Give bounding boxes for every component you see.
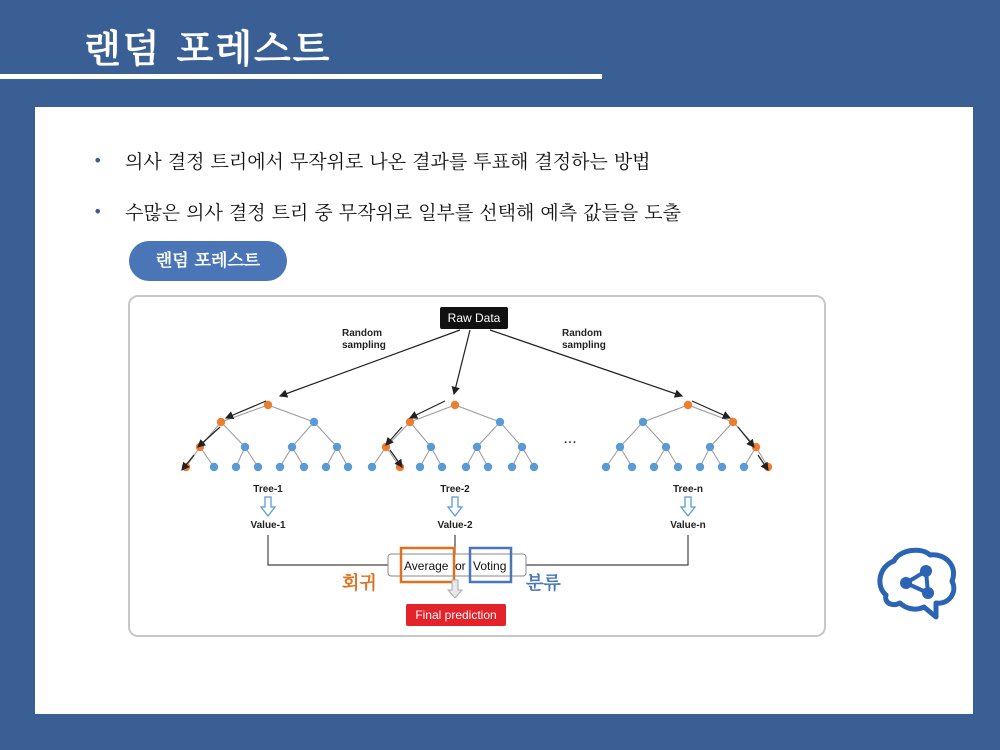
tree-down-arrow-icon bbox=[681, 497, 695, 516]
tree-value-label: Value-1 bbox=[250, 520, 286, 531]
or-label: or bbox=[455, 559, 466, 573]
path-arrow bbox=[226, 401, 266, 418]
tree-node bbox=[344, 463, 352, 471]
tree-node bbox=[628, 463, 636, 471]
tree-node bbox=[254, 463, 262, 471]
tree-node bbox=[427, 443, 435, 451]
tree-value-label: Value-2 bbox=[437, 520, 473, 531]
average-label: Average bbox=[404, 559, 449, 573]
tree-down-arrow-icon bbox=[261, 497, 275, 516]
tree-edge bbox=[688, 405, 733, 422]
brain-network-logo-icon bbox=[866, 537, 966, 637]
raw-data-label: Raw Data bbox=[447, 311, 501, 325]
sampling-label-right: Random bbox=[562, 328, 602, 339]
tree-node bbox=[368, 463, 376, 471]
random-forest-pill: 랜덤 포레스트 bbox=[129, 241, 287, 281]
tree-node-selected bbox=[264, 401, 272, 409]
path-arrow bbox=[198, 427, 220, 447]
sampling-label-left: sampling bbox=[342, 340, 386, 351]
tree-node bbox=[530, 463, 538, 471]
random-forest-diagram bbox=[128, 295, 826, 637]
tree-node bbox=[438, 463, 446, 471]
tree-node-selected bbox=[196, 443, 204, 451]
tree-node bbox=[662, 443, 670, 451]
content-panel bbox=[35, 107, 973, 714]
tree-node bbox=[210, 463, 218, 471]
tree-name-label: Tree-1 bbox=[253, 484, 283, 495]
tree-node bbox=[496, 418, 504, 426]
path-arrow bbox=[390, 450, 402, 467]
tree-edge bbox=[221, 422, 245, 447]
tree-node-selected bbox=[684, 401, 692, 409]
tree-node bbox=[462, 463, 470, 471]
aggregate-connector bbox=[268, 535, 388, 565]
path-arrow bbox=[738, 427, 754, 447]
bullet-text: 의사 결정 트리에서 무작위로 나온 결과를 투표해 결정하는 방법 bbox=[125, 151, 651, 173]
tree-edge bbox=[200, 422, 221, 447]
tree-node bbox=[484, 463, 492, 471]
slide-title: 랜덤 포레스트 bbox=[84, 27, 332, 71]
aggregate-connector bbox=[526, 535, 688, 565]
tree-node bbox=[276, 463, 284, 471]
tree-edge bbox=[314, 422, 337, 447]
tree-name-label: Tree-2 bbox=[440, 484, 470, 495]
path-arrow bbox=[386, 427, 402, 445]
bullet-text: 수많은 의사 결정 트리 중 무작위로 일부를 선택해 예측 값들을 도출 bbox=[125, 202, 681, 224]
tree-edge bbox=[455, 405, 500, 422]
final-prediction-label: Final prediction bbox=[415, 608, 497, 622]
tree-node bbox=[674, 463, 682, 471]
tree-node bbox=[416, 463, 424, 471]
path-arrow bbox=[692, 401, 730, 418]
tree-node-selected bbox=[451, 401, 459, 409]
more-trees-ellipsis: ... bbox=[563, 430, 577, 447]
title-underline bbox=[0, 74, 602, 79]
tree-edge bbox=[410, 422, 431, 447]
tree-edge bbox=[221, 405, 268, 422]
tree-value-label: Value-n bbox=[670, 520, 706, 531]
sampling-label-left: Random bbox=[342, 328, 382, 339]
tree-edge bbox=[477, 422, 500, 447]
tree-node bbox=[288, 443, 296, 451]
tree-node bbox=[518, 443, 526, 451]
path-arrow bbox=[758, 455, 768, 470]
sampling-arrow bbox=[454, 330, 470, 394]
tree-node-selected bbox=[217, 418, 225, 426]
tree-edge bbox=[292, 422, 314, 447]
bullet-dot-icon: • bbox=[93, 202, 103, 221]
sampling-label-right: sampling bbox=[562, 340, 606, 351]
tree-node bbox=[473, 443, 481, 451]
tree-node bbox=[706, 443, 714, 451]
voting-label: Voting bbox=[473, 559, 507, 573]
classification-label: 분류 bbox=[526, 573, 561, 594]
tree-edge bbox=[643, 422, 666, 447]
tree-node bbox=[300, 463, 308, 471]
tree-edge bbox=[620, 422, 643, 447]
bullet-dot-icon: • bbox=[93, 151, 103, 170]
tree-node-selected bbox=[752, 443, 760, 451]
tree-node bbox=[322, 463, 330, 471]
tree-edge bbox=[710, 422, 733, 447]
tree-node bbox=[333, 443, 341, 451]
tree-node bbox=[740, 463, 748, 471]
tree-node-selected bbox=[406, 418, 414, 426]
tree-node bbox=[602, 463, 610, 471]
tree-down-arrow-icon bbox=[448, 497, 462, 516]
tree-node bbox=[718, 463, 726, 471]
tree-edge bbox=[386, 422, 410, 447]
tree-node bbox=[508, 463, 516, 471]
tree-node bbox=[650, 463, 658, 471]
tree-node-selected bbox=[382, 443, 390, 451]
tree-node-selected bbox=[729, 418, 737, 426]
tree-node bbox=[696, 463, 704, 471]
tree-edge bbox=[643, 405, 688, 422]
tree-edge bbox=[500, 422, 522, 447]
regression-label: 회귀 bbox=[342, 573, 377, 594]
tree-node bbox=[310, 418, 318, 426]
tree-node bbox=[639, 418, 647, 426]
tree-node bbox=[616, 443, 624, 451]
tree-edge bbox=[268, 405, 314, 422]
tree-name-label: Tree-n bbox=[672, 484, 704, 495]
tree-node bbox=[241, 443, 249, 451]
tree-node bbox=[232, 463, 240, 471]
